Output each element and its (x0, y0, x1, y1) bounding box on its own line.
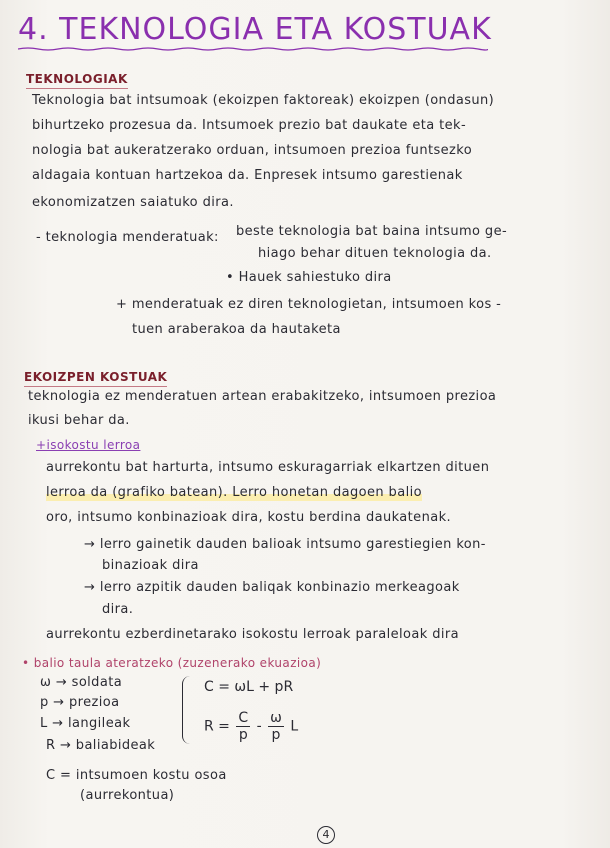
bullet-line: • Hauek sahiestuko dira (226, 270, 392, 285)
text-line: oro, intsumo konbinazioak dira, kostu berdina daukatenak. (46, 510, 452, 525)
page-title: 4. TEKNOLOGIA ETA KOSTUAK (18, 12, 492, 47)
title-underline (18, 47, 488, 51)
bullet-label: - teknologia menderatuak: (36, 230, 219, 245)
fraction-numerator: C (238, 710, 249, 726)
fraction-denominator: p (238, 727, 248, 743)
arrow-line: → lerro azpitik dauden baliqak konbinazio merkeagoak (84, 580, 460, 595)
variable-line: p → prezioa (40, 695, 120, 710)
fraction-c-over-p (236, 710, 250, 743)
equation-suffix: L (290, 718, 299, 735)
variable-line: L → langileak (40, 716, 131, 731)
definition-line: (aurrekontua) (80, 788, 175, 803)
section-heading-ekoizpen-kostuak: EKOIZPEN KOSTUAK (24, 370, 168, 384)
subheading-isokostu: +isokostu lerroa (36, 438, 141, 452)
text-line: aurrekontu ezberdinetarako isokostu lerroak paraleloak dira (46, 627, 459, 642)
text-line: aldagaia kontuan hartzekoa da. Enpresek intsumo garestienak (32, 168, 463, 183)
text-line: lerroa da (grafiko batean). Lerro honetan dagoen balio (46, 485, 422, 500)
text-line: ikusi behar da. (28, 413, 130, 428)
variable-line: ω → soldata (40, 675, 123, 690)
bullet-line: hiago behar dituen teknologia da. (258, 246, 492, 261)
page-number: 4 (317, 826, 335, 844)
text-line: teknologia ez menderatuen artean erabakitzeko, intsumoen prezioa (28, 389, 497, 404)
bullet-line: + menderatuak ez diren teknologietan, intsumoen kos - (116, 297, 502, 312)
text-line: ekonomizatzen saiatuko dira. (32, 195, 234, 210)
section-heading-teknologiak: TEKNOLOGIAK (26, 72, 128, 86)
fraction-w-over-p (268, 710, 284, 743)
arrow-line: → lerro gainetik dauden balioak intsumo garestiegien kon- (84, 537, 486, 552)
text-line: bihurtzeko prozesua da. Intsumoek prezio bat daukate eta tek- (32, 118, 467, 133)
arrow-line: dira. (102, 602, 134, 617)
variable-line: R → baliabideak (46, 738, 156, 753)
fraction-denominator: p (271, 727, 281, 743)
arrow-line: binazioak dira (102, 558, 199, 573)
equation-prefix: R = (204, 718, 230, 735)
table-title: • balio taula ateratzeko (zuzenerako ekuazioa) (22, 656, 322, 670)
equation-cost: C = ωL + pR (204, 679, 294, 695)
brace (182, 676, 193, 744)
bullet-line: tuen araberakoa da hautaketa (132, 322, 341, 337)
text-line: Teknologia bat intsumoak (ekoizpen faktoreak) ekoizpen (ondasun) (32, 93, 495, 108)
equation-resources (204, 710, 298, 743)
text-line: aurrekontu bat harturta, intsumo eskuragarriak elkartzen dituen (46, 460, 490, 475)
text-line: nologia bat aukeratzerako orduan, intsumoen prezioa funtsezko (32, 143, 473, 158)
fraction-numerator: ω (270, 710, 282, 726)
bullet-line: beste teknologia bat baina intsumo ge- (236, 224, 508, 239)
minus-sign: - (256, 718, 262, 735)
definition-line: C = intsumoen kostu osoa (46, 768, 227, 783)
